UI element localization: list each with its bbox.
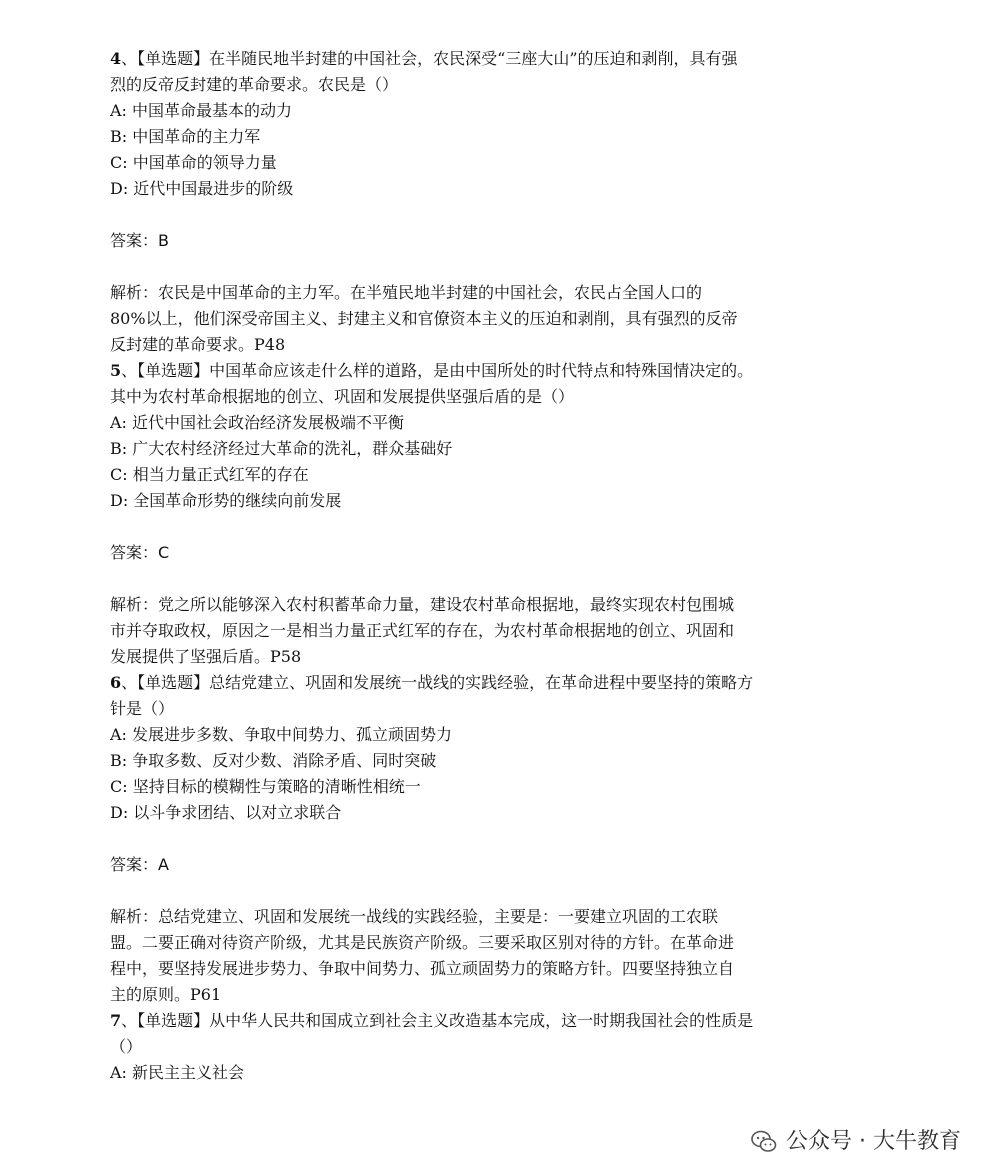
answer-label: 答案：	[110, 855, 159, 874]
answer-label: 答案：	[110, 231, 159, 250]
option-a: A: 中国革命最基本的动力	[110, 101, 293, 120]
question-number: 7	[110, 1011, 122, 1030]
question-number: 6	[110, 673, 122, 692]
option-a: A: 新民主主义社会	[110, 1063, 245, 1082]
analysis-line: 盟。二要正确对待资产阶级，尤其是民族资产阶级。三要采取区别对待的方针。在革命进	[110, 933, 735, 952]
analysis-line: 解析：党之所以能够深入农村积蓄革命力量，建设农村革命根据地，最终实现农村包围城	[110, 595, 735, 614]
question-5	[110, 358, 890, 670]
answer	[110, 852, 890, 878]
answer	[110, 228, 890, 254]
analysis-line: 主的原则。P61	[110, 985, 222, 1004]
option-b: B: 广大农村经济经过大革命的洗礼，群众基础好	[110, 439, 453, 458]
question-stem-line	[110, 670, 890, 696]
question-4	[110, 46, 890, 358]
question-stem-line: 烈的反帝反封建的革命要求。农民是（）	[110, 75, 399, 94]
question-stem-line	[110, 358, 890, 384]
question-stem-line	[110, 46, 890, 72]
answer-value: A	[158, 855, 169, 874]
option-b: B: 中国革命的主力军	[110, 127, 261, 146]
option-d: D: 以斗争求团结、以对立求联合	[110, 803, 342, 822]
analysis-line: 解析：总结党建立、巩固和发展统一战线的实践经验，主要是：一要建立巩固的工农联	[110, 907, 719, 926]
analysis-line: 反封建的革命要求。P48	[110, 335, 286, 354]
analysis-line: 80%以上，他们深受帝国主义、封建主义和官僚资本主义的压迫和剥削，具有强烈的反帝	[110, 309, 738, 328]
option-a: A: 发展进步多数、争取中间势力、孤立顽固势力	[110, 725, 453, 744]
analysis-line: 市并夺取政权，原因之一是相当力量正式红军的存在，为农村革命根据地的创立、巩固和	[110, 621, 735, 640]
option-d: D: 近代中国最进步的阶级	[110, 179, 294, 198]
stem-text: 在半随民地半封建的中国社会，农民深受“三座大山”的压迫和剥削，具有强	[209, 49, 738, 68]
answer	[110, 540, 890, 566]
option-d: D: 全国革命形势的继续向前发展	[110, 491, 342, 510]
option-c: C: 相当力量正式红军的存在	[110, 465, 309, 484]
answer-label: 答案：	[110, 543, 159, 562]
question-stem-line: 针是（）	[110, 699, 175, 718]
option-c: C: 坚持目标的模糊性与策略的清晰性相统一	[110, 777, 421, 796]
question-type: 、【单选题】	[121, 49, 210, 68]
analysis-line: 程中，要坚持发展进步势力、争取中间势力、孤立顽固势力的策略方针。四要坚持独立自	[110, 959, 735, 978]
question-6	[110, 670, 890, 1008]
answer-value: B	[158, 231, 169, 250]
question-type: 、【单选题】	[121, 673, 210, 692]
stem-text: 总结党建立、巩固和发展统一战线的实践经验，在革命进程中要坚持的策略方	[209, 673, 754, 692]
analysis-line: 发展提供了坚强后盾。P58	[110, 647, 302, 666]
question-stem-line: 其中为农村革命根据地的创立、巩固和发展提供坚强后盾的是（）	[110, 387, 575, 406]
watermark-text: 公众号 · 大牛教育	[786, 1129, 961, 1154]
stem-text: 中国革命应该走什么样的道路，是由中国所处的时代特点和特殊国情决定的。	[209, 361, 754, 380]
analysis-line: 解析：农民是中国革命的主力军。在半殖民地半封建的中国社会，农民占全国人口的	[110, 283, 703, 302]
question-stem-line: （）	[110, 1037, 143, 1056]
question-7	[110, 1008, 890, 1086]
option-a: A: 近代中国社会政治经济发展极端不平衡	[110, 413, 405, 432]
question-type: 、【单选题】	[121, 1011, 210, 1030]
wechat-icon	[750, 1128, 778, 1156]
question-type: 、【单选题】	[121, 361, 210, 380]
question-stem-line	[110, 1008, 890, 1034]
question-document	[110, 46, 890, 1086]
option-b: B: 争取多数、反对少数、消除矛盾、同时突破	[110, 751, 437, 770]
stem-text: 从中华人民共和国成立到社会主义改造基本完成，这一时期我国社会的性质是	[209, 1011, 754, 1030]
watermark	[744, 1126, 967, 1158]
option-c: C: 中国革命的领导力量	[110, 153, 277, 172]
answer-value: C	[158, 543, 170, 562]
question-number: 5	[110, 361, 122, 380]
question-number: 4	[110, 49, 122, 68]
